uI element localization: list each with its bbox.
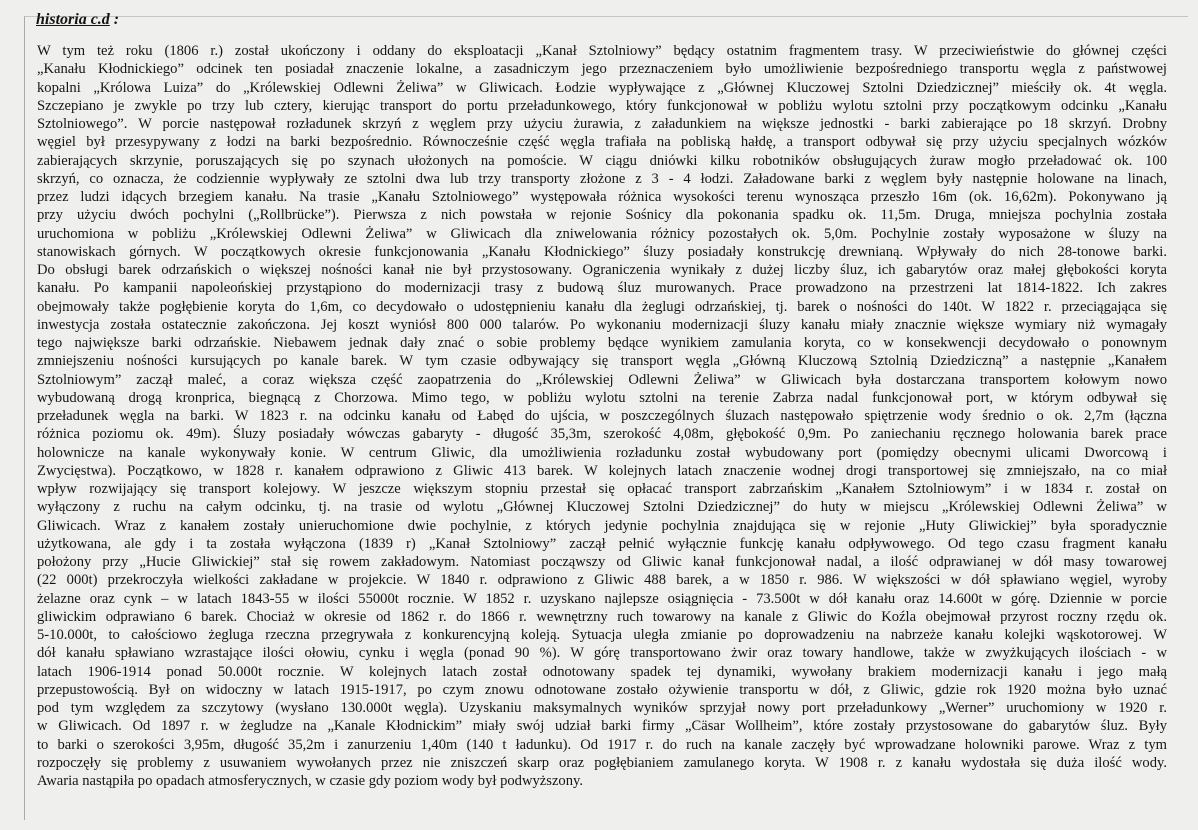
text-line: przeładunek węgla na barki. W 1823 r. na odcinku kanału od Łabęd do ujścia, w poszczególnych śluzach następowało spiętrzenie wody średnio o ok. 2,7m (łączna <box>37 408 1167 424</box>
text-line: Do obsługi barek odrzańskich o większej nośności kanał nie był przystosowany. Ograniczenia wynikały z dużej liczby śluz, ich gabarytów oraz małej głębokości koryta <box>37 262 1167 278</box>
text-line: latach 1906-1914 ponad 50.000t rocznie. W kolejnych latach został odnotowany spadek tej dynamiki, wywołany brakiem modernizacji kanału i jego małą <box>37 663 1167 680</box>
text-line: wpływ rozwijający się transport kolejowy. W jeszcze większym stopniu przestał się opłacać transport zabrzańskim „Kanałem Sztolniowym” i w 1834 r. został on <box>37 481 1167 497</box>
text-line: Szczepiano je zwykle po trzy lub cztery, kierując transport do portu przeładunkowego, który funkcjonował w pobliżu wylotu sztolni przy początkowym odcinku „Kanału <box>37 97 1167 114</box>
text-line: przy użyciu dwóch pochylni („Rollbrücke”). Pierwsza z nich powstała w rejonie Sośnicy dla pokonania spadku ok. 11,5m. Druga, mniejsza pochylnia została <box>37 207 1167 224</box>
text-line: Gliwicach. Wraz z kanałem zostały unieruchomione dwie pochylnie, z których jedynie pochylnia znajdująca się w rejonie „Huty Gliwickiej” była sporadycznie <box>37 517 1167 534</box>
text-line: W tym też roku (1806 r.) został ukończony i oddany do eksploatacji „Kanał Sztolniowy” będący ostatnim fragmentem trasy. W przeciwieństwie do głównej części <box>37 43 1167 59</box>
text-line: skrzyń, co oznacza, że codziennie wypływały ze sztolni dwa lub trzy transporty złożone z 3 - 4 łodzi. Załadowane barki z węglem były następnie holowane na linach, <box>37 170 1167 187</box>
page-title <box>36 10 119 30</box>
text-line: inwestycja została ostatecznie zakończona. Jej koszt wyniósł 800 000 talarów. Po wykonaniu modernizacji śluzy kanału miały znacznie większe wymiary niż wymagały <box>37 316 1167 333</box>
text-line: Awaria nastąpiła po opadach atmosferycznych, w czasie gdy poziom wody był podwyższony. <box>37 773 584 789</box>
text-line: Sztolniowym” zaczął maleć, a coraz większa część zaopatrzenia do „Królewskiej Odlewni Żeliwa” w Gliwicach była dostarczana transportem kołowym nowo <box>37 371 1167 388</box>
text-line: stanowiskach górnych. W początkowych okresie funkcjonowania „Kanału Kłodnickiego” śluzy posiadały konstrukcję drewnianą. Wpływały do nich 28-tonowe barki. <box>37 243 1167 260</box>
text-line: pod tym względem za szczytowy (wysłano 130.000t węgla). Uzyskaniu maksymalnych wyników sprzyjał nowy port przeładunkowy „Werner” uruchomiony w 1920 r. <box>37 700 1167 716</box>
text-line: różnica poziomu ok. 49m). Śluzy posiadały wówczas gabaryty - długość 35,3m, szerokość 4,08m, głębokość 0,9m. Po zaniechaniu ręcznego holowania barek prace <box>37 426 1167 443</box>
text-line: zabierających skrzynie, poruszających się po szynach ułożonych na pomoście. W ciągu dniówki kilku robotników obsługujących żuraw mogło przeładować ok. 100 <box>37 152 1167 169</box>
text-line: zmniejszeniu nośności kursujących po kanale barek. W tym czasie odbywający się transport węgla „Główną Kluczową Sztolnią Dziedziczną” a następnie „Kanałem <box>37 353 1167 370</box>
text-line: (22 000t) przekroczyła wielkości zakładane w projekcie. W 1840 r. odprawiono z Gliwic 488 barek, a w 1850 r. 986. W większości w dół spławiano węgiel, wyroby <box>37 572 1167 589</box>
document-body <box>37 42 1167 790</box>
text-line: dół kanału spławiano wzrastające ilości ołowiu, cynku i węgla (ponad 90 %). W górę transportowano żwir oraz towary handlowe, także w zwyżkujących ilościach - w <box>37 645 1167 662</box>
text-line: holownicze na kanale wykonywały konie. W centrum Gliwic, dla umożliwienia rozładunku został wybudowany port (pomiędzy obecnymi ulicami Dworcową i <box>37 444 1167 461</box>
text-line: w Gliwicach. Od 1897 r. w żegludze na „Kanale Kłodnickim” miały swój udział barki firmy „Cäsar Wollheim”, które zostały przystosowane do gabarytów śluz. Były <box>37 718 1167 735</box>
title-text: historia c.d <box>36 11 110 28</box>
text-line: Zwycięstwa). Początkowo, w 1828 r. kanałem odprawiono z Gliwic 413 barek. W kolejnych latach znaczenie wodnej drogi transportowej się zmniejszało, na co miał <box>37 462 1167 479</box>
text-line: kanału. Po kampanii napoleońskiej przystąpiono do modernizacji trasy z budową śluz murowanych. Prace prowadzono na przestrzeni lat 1814-1822. Ich zakres <box>37 280 1167 297</box>
text-line: uruchomiona w pobliżu „Królewskiej Odlewni Żeliwa” w Gliwicach dla zniwelowania różnicy pozostałych ok. 5,0m. Pochylnie zostały wyposażone w śluzy na <box>37 225 1167 242</box>
text-line: „Kanału Kłodnickiego” odcinek ten posiadał znaczenie lokalne, a zasadniczym jego przeznaczeniem było umożliwienie bezpośredniego transportu węgla z państwowej <box>37 61 1167 78</box>
text-line: obejmowały także pogłębienie koryta do 1,6m, co decydowało o udostępnieniu kanału dla żeglugi odrzańskiej, tj. barek o nośności do 140t. W 1822 r. przeciągająca się <box>37 298 1167 315</box>
text-line: wybudowaną drogą kronprica, biegnącą z Chorzowa. Mimo tego, w pobliżu wylotu sztolni na terenie Zabrza nadal funkcjonował port, w którym odbywał się <box>37 389 1167 406</box>
text-line: rozpoczęły się problemy z usuwaniem wywołanych przez nie zniszczeń skarp oraz pogłębianiem zamulanego koryta. W 1908 r. z kanału wydostała się duża ilość wody. <box>37 754 1167 771</box>
text-line: żelazne oraz cynk – w latach 1843-55 w ilości 55000t rocznie. W 1852 r. uzyskano najlepsze osiągnięcia - 73.500t w dół kanału oraz 14.600t w górę. Dziennie w porcie <box>37 590 1167 607</box>
text-line: tego największe barki odrzańskie. Niebawem jednak dały znać o sobie problemy będące wynikiem zamulania koryta, co w konsekwencji decydowało o ponownym <box>37 335 1167 351</box>
text-line: użytkowana, ale gdy i ta została wyłączona (1839 r) „Kanał Sztolniowy” zaczął pełnić wyłącznie funkcję kanału odpływowego. Od tego czasu fragment kanału <box>37 535 1167 552</box>
text-line: wyłączony z ruchu na całym odcinku, tj. na trasie od wylotu „Głównej Kluczowej Sztolni Dziedzicznej” do huty w miejscu „Królewskiej Odlewni Żeliwa” w <box>37 499 1167 516</box>
text-line: przepustowością. Był on widoczny w latach 1915-1917, po czym znowu odnotowane zostało ożywienie transportu w dół, z Gliwic, gdzie rok 1920 można było uznać <box>37 681 1167 698</box>
text-line: przez ludzi idących brzegiem kanału. Na trasie „Kanału Sztolniowego” występowała różnica wysokości terenu wynosząca przeszło 16m (ok. 16,62m). Pokonywano ją <box>37 189 1167 205</box>
text-line: 5-10.000t, to całościowo żegluga rzeczna przegrywała z konkurencyjną koleją. Sytuacja uległa zmianie po doprowadzeniu na nabrzeże kanału kolejki wąskotorowej. W <box>37 627 1167 643</box>
title-colon: : <box>109 11 120 28</box>
text-line: położony przy „Hucie Gliwickiej” stał się rowem zakładowym. Natomiast począwszy od Gliwic kanał funkcjonował nadal, a ilość odprawianej w dół masy towarowej <box>37 554 1167 570</box>
text-line: kopalni „Królowa Luiza” do „Królewskiej Odlewni Żeliwa” w Gliwicach. Łodzie wypływające z „Głównej Kluczowej Sztolni Dziedzicznej” mieściły ok. 4t węgla. <box>37 79 1167 96</box>
text-line: Sztolniowego”. W porcie następował rozładunek skrzyń z węglem przy użyciu żurawia, z załadunkiem na większe jednostki - barki zabierające po 18 skrzyń. Drobny <box>37 116 1167 132</box>
text-line: to barki o szerokości 3,95m, długość 35,2m i zanurzeniu 1,40m (140 t ładunku). Od 1917 r. do ruch na kanale zaczęły być wprowadzane holowniki parowe. Wraz z tym <box>37 736 1167 753</box>
text-line: gliwickim odprawiano 6 barek. Chociaż w okresie od 1862 r. do 1866 r. wewnętrzny ruch towarowy na kanale z Gliwic do Koźla obejmował przyrost roczny rzędu ok. <box>37 608 1167 625</box>
text-line: węgiel był przesypywany z łodzi na barki bezpośrednio. Równocześnie część węgla trafiała na pobliską hałdę, a transport odbywał się przy użyciu specjalnych wózków <box>37 134 1167 151</box>
